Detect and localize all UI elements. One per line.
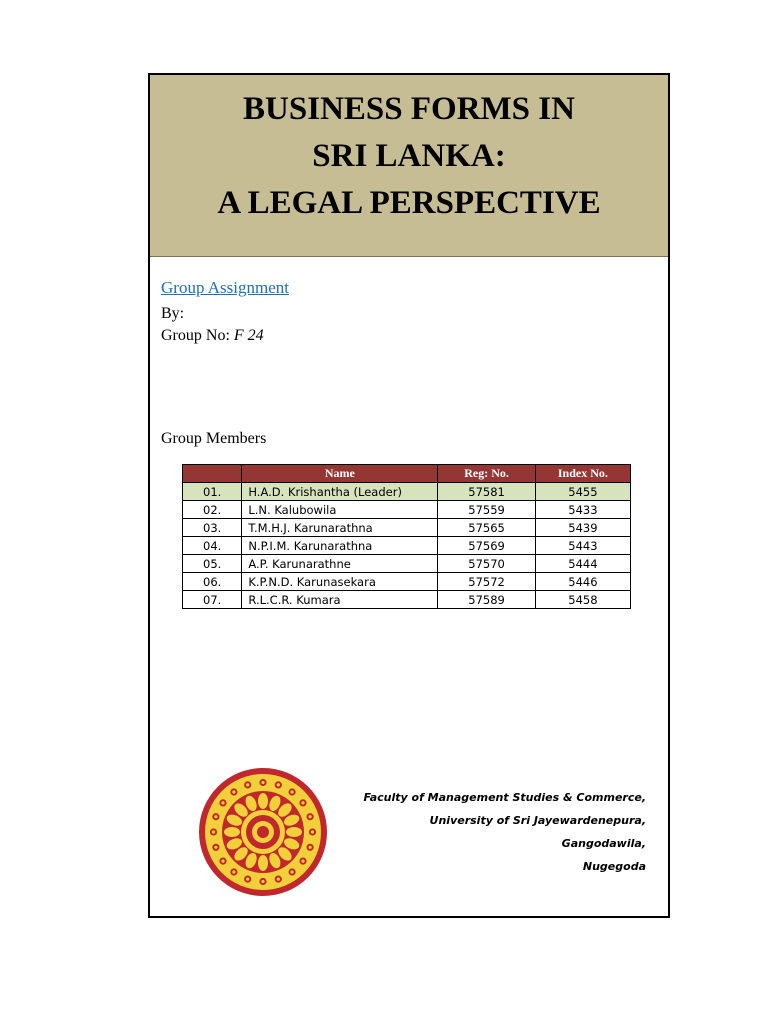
members-heading: Group Members: [161, 430, 267, 447]
table-row: [183, 483, 631, 501]
index-no: 5446: [535, 573, 630, 591]
reg-no: 57589: [438, 591, 535, 609]
member-name: H.A.D. Krishantha (Leader): [242, 483, 438, 501]
table-row: [183, 555, 631, 573]
member-name: K.P.N.D. Karunasekara: [242, 573, 438, 591]
title-line-1: BUSINESS FORMS IN: [243, 91, 575, 127]
row-number: 04.: [183, 537, 242, 555]
title-line-2: SRI LANKA:: [312, 138, 506, 174]
header-reg-no: Reg: No.: [438, 465, 535, 483]
address-line-1: Faculty of Management Studies & Commerce,: [363, 791, 646, 804]
title-line-3: A LEGAL PERSPECTIVE: [217, 185, 601, 221]
row-number: 06.: [183, 573, 242, 591]
address-line-4: Nugegoda: [582, 860, 646, 873]
index-no: 5439: [535, 519, 630, 537]
address-line-2: University of Sri Jayewardenepura,: [429, 814, 646, 827]
group-assignment-link[interactable]: Group Assignment: [161, 278, 289, 297]
index-no: 5455: [535, 483, 630, 501]
index-no: 5444: [535, 555, 630, 573]
table-row: [183, 519, 631, 537]
member-name: T.M.H.J. Karunarathna: [242, 519, 438, 537]
group-number-value: F 24: [233, 327, 264, 344]
row-number: 07.: [183, 591, 242, 609]
university-seal-logo: [196, 765, 330, 899]
row-number: 02.: [183, 501, 242, 519]
table-row: [183, 501, 631, 519]
institution-address: [363, 786, 646, 878]
row-number: 03.: [183, 519, 242, 537]
table-row: [183, 537, 631, 555]
cover-page: [148, 73, 670, 918]
index-no: 5433: [535, 501, 630, 519]
reg-no: 57559: [438, 501, 535, 519]
member-name: A.P. Karunarathne: [242, 555, 438, 573]
row-number: 01.: [183, 483, 242, 501]
reg-no: 57570: [438, 555, 535, 573]
table-row: [183, 573, 631, 591]
group-number-label: Group No:: [161, 327, 234, 344]
members-table: [182, 464, 631, 609]
reg-no: 57572: [438, 573, 535, 591]
reg-no: 57569: [438, 537, 535, 555]
member-name: N.P.I.M. Karunarathna: [242, 537, 438, 555]
title-banner: [150, 75, 668, 257]
index-no: 5443: [535, 537, 630, 555]
reg-no: 57581: [438, 483, 535, 501]
member-name: R.L.C.R. Kumara: [242, 591, 438, 609]
row-number: 05.: [183, 555, 242, 573]
address-line-3: Gangodawila,: [561, 837, 646, 850]
table-row: [183, 591, 631, 609]
table-header-row: [183, 465, 631, 483]
index-no: 5458: [535, 591, 630, 609]
member-name: L.N. Kalubowila: [242, 501, 438, 519]
header-number: [183, 465, 242, 483]
group-number: [161, 327, 264, 345]
by-label: By:: [161, 305, 185, 322]
header-name: Name: [242, 465, 438, 483]
header-index-no: Index No.: [535, 465, 630, 483]
reg-no: 57565: [438, 519, 535, 537]
